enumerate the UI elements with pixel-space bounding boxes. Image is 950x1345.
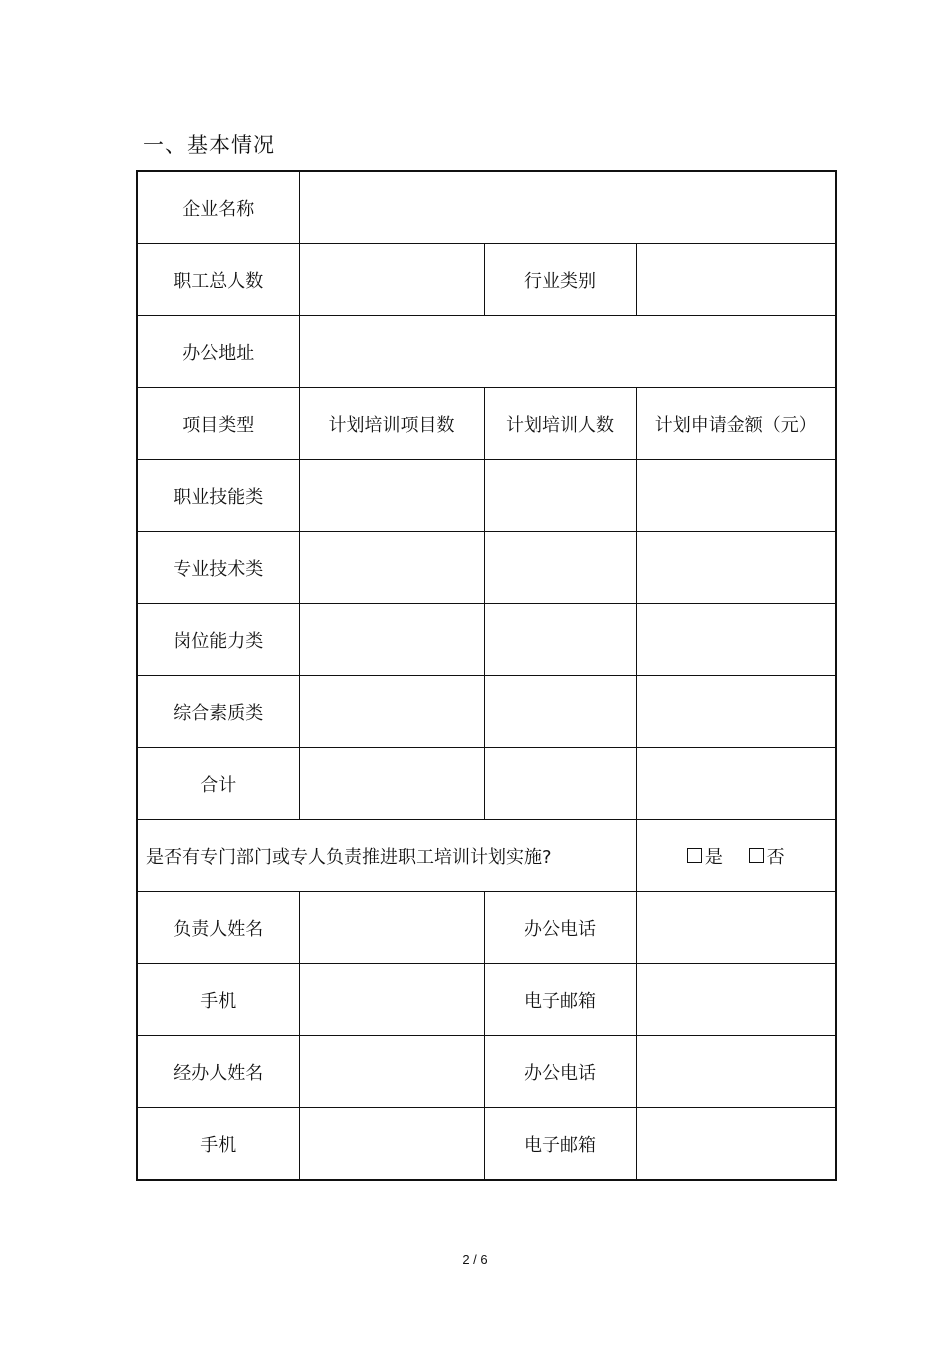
manager-email-field[interactable] xyxy=(636,964,836,1036)
industry-field[interactable] xyxy=(636,244,836,316)
header-planned-amount: 计划申请金额（元） xyxy=(636,388,836,460)
header-project-type: 项目类型 xyxy=(137,388,299,460)
basic-info-table xyxy=(136,170,837,1181)
row-trainees-field[interactable] xyxy=(484,532,636,604)
section-title: 一、基本情况 xyxy=(143,133,275,157)
total-trainees-field[interactable] xyxy=(484,748,636,820)
office-address-row xyxy=(137,316,836,388)
row-trainees-field[interactable] xyxy=(484,604,636,676)
company-name-row xyxy=(137,171,836,244)
table-row xyxy=(137,604,836,676)
no-option[interactable] xyxy=(749,843,785,869)
manager-mobile-field[interactable] xyxy=(299,964,484,1036)
row-trainees-field[interactable] xyxy=(484,676,636,748)
row-amount-field[interactable] xyxy=(636,532,836,604)
row-amount-field[interactable] xyxy=(636,460,836,532)
total-staff-field[interactable] xyxy=(299,244,484,316)
row-amount-field[interactable] xyxy=(636,676,836,748)
handler-name-field[interactable] xyxy=(299,1036,484,1108)
handler-name-label: 经办人姓名 xyxy=(137,1036,299,1108)
handler-phone-label: 办公电话 xyxy=(484,1036,636,1108)
row-type-label: 专业技术类 xyxy=(137,532,299,604)
row-type-label: 职业技能类 xyxy=(137,460,299,532)
total-amount-field[interactable] xyxy=(636,748,836,820)
yes-option[interactable] xyxy=(687,843,723,869)
row-projects-field[interactable] xyxy=(299,676,484,748)
handler-mobile-row xyxy=(137,1108,836,1181)
row-type-label: 岗位能力类 xyxy=(137,604,299,676)
checkbox-icon[interactable] xyxy=(687,848,702,863)
manager-name-label: 负责人姓名 xyxy=(137,892,299,964)
header-row xyxy=(137,388,836,460)
total-row xyxy=(137,748,836,820)
manager-phone-field[interactable] xyxy=(636,892,836,964)
table-row xyxy=(137,676,836,748)
manager-phone-label: 办公电话 xyxy=(484,892,636,964)
company-name-field[interactable] xyxy=(299,171,836,244)
question-choices xyxy=(636,820,836,892)
handler-mobile-label: 手机 xyxy=(137,1108,299,1181)
row-projects-field[interactable] xyxy=(299,604,484,676)
header-planned-projects: 计划培训项目数 xyxy=(299,388,484,460)
row-amount-field[interactable] xyxy=(636,604,836,676)
no-label: 否 xyxy=(766,846,785,868)
handler-mobile-field[interactable] xyxy=(299,1108,484,1181)
handler-email-label: 电子邮箱 xyxy=(484,1108,636,1181)
row-projects-field[interactable] xyxy=(299,460,484,532)
question-text: 是否有专门部门或专人负责推进职工培训计划实施? xyxy=(137,820,636,892)
industry-label: 行业类别 xyxy=(484,244,636,316)
header-planned-trainees: 计划培训人数 xyxy=(484,388,636,460)
handler-row xyxy=(137,1036,836,1108)
table-row xyxy=(137,532,836,604)
row-projects-field[interactable] xyxy=(299,532,484,604)
manager-mobile-row xyxy=(137,964,836,1036)
manager-email-label: 电子邮箱 xyxy=(484,964,636,1036)
row-trainees-field[interactable] xyxy=(484,460,636,532)
page-number: 2 / 6 xyxy=(462,1252,488,1267)
manager-mobile-label: 手机 xyxy=(137,964,299,1036)
handler-phone-field[interactable] xyxy=(636,1036,836,1108)
manager-row xyxy=(137,892,836,964)
total-staff-label: 职工总人数 xyxy=(137,244,299,316)
manager-name-field[interactable] xyxy=(299,892,484,964)
row-type-label: 综合素质类 xyxy=(137,676,299,748)
checkbox-icon[interactable] xyxy=(749,848,764,863)
question-row xyxy=(137,820,836,892)
office-address-label: 办公地址 xyxy=(137,316,299,388)
table-row xyxy=(137,460,836,532)
total-projects-field[interactable] xyxy=(299,748,484,820)
office-address-field[interactable] xyxy=(299,316,836,388)
company-name-label: 企业名称 xyxy=(137,171,299,244)
yes-label: 是 xyxy=(704,846,723,868)
total-label: 合计 xyxy=(137,748,299,820)
handler-email-field[interactable] xyxy=(636,1108,836,1181)
staff-industry-row xyxy=(137,244,836,316)
